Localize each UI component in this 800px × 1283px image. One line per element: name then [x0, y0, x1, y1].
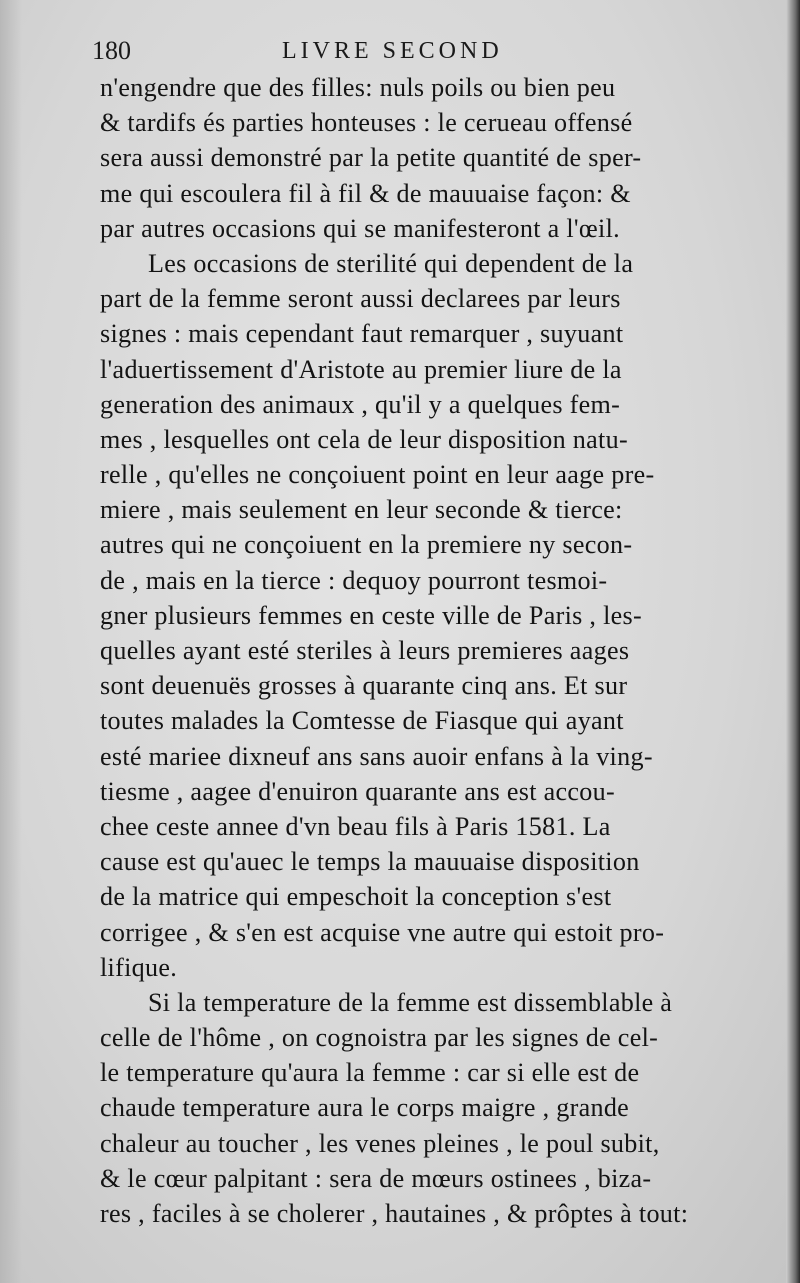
text-line: Si la temperature de la femme est dissemblable à [148, 987, 673, 1017]
running-title: LIVRE SECOND [282, 38, 503, 64]
text-line: le temperature qu'aura la femme : car si elle est de [100, 1058, 640, 1088]
text-line: res , faciles à se cholerer , hautaines , & prôptes à tout: [100, 1199, 689, 1228]
text-line: n'engendre que des filles: nuls poils ou bien peu [100, 73, 616, 102]
page-gutter-shadow [0, 0, 22, 1283]
text-line: chaleur au toucher , les venes pleines , le poul subit, [100, 1128, 660, 1158]
text-line: part de la femme seront aussi declarees par leurs [100, 284, 621, 314]
text-line: de , mais en la tierce : dequoy pourront tesmoi- [100, 565, 608, 595]
text-line: miere , mais seulement en leur seconde & tierce: [100, 495, 623, 525]
text-line: & le cœur palpitant : sera de mœurs ostinees , biza- [100, 1163, 652, 1193]
text-line: me qui escoulera fil à fil & de mauuaise façon: & [100, 178, 631, 208]
text-line: chaude temperature aura le corps maigre , grande [100, 1093, 630, 1123]
text-line: generation des animaux , qu'il y a quelques fem- [100, 389, 621, 419]
text-line: esté mariee dixneuf ans sans auoir enfans à la ving- [100, 741, 653, 771]
text-line: tiesme , aagee d'enuiron quarante ans est accou- [100, 776, 615, 806]
text-line: par autres occasions qui se manifesteront a l'œil. [100, 213, 620, 243]
text-line: gner plusieurs femmes en ceste ville de Paris , les- [100, 600, 642, 630]
text-line: de la matrice qui empeschoit la conception s'est [100, 882, 612, 912]
text-line: lifique. [100, 952, 178, 982]
text-line: sont deuenuës grosses à quarante cinq ans. Et sur [100, 671, 628, 701]
text-line: sera aussi demonstré par la petite quantité de sper- [100, 143, 642, 173]
text-line: chee ceste annee d'vn beau fils à Paris 1581. La [100, 811, 611, 841]
text-line: autres qui ne conçoiuent en la premiere ny secon- [100, 530, 633, 560]
text-line: toutes malades la Comtesse de Fiasque qui ayant [100, 706, 624, 736]
text-line: & tardifs és parties honteuses : le cerueau offensé [100, 108, 633, 138]
text-line: corrigee , & s'en est acquise vne autre qui estoit pro- [100, 917, 665, 947]
text-line: mes , lesquelles ont cela de leur disposition natu- [100, 424, 628, 454]
text-line: quelles ayant esté steriles à leurs premieres aages [100, 636, 630, 665]
text-line: relle , qu'elles ne conçoiuent point en leur aage pre- [100, 460, 655, 490]
text-line: celle de l'hôme , on cognoistra par les signes de cel- [100, 1023, 659, 1053]
text-line: cause est qu'auec le temps la mauuaise disposition [100, 847, 640, 877]
text-line: signes : mais cependant faut remarquer , suyuant [100, 319, 624, 349]
text-block [100, 70, 800, 1231]
page-number: 180 [92, 36, 131, 65]
text-line: Les occasions de sterilité qui dependent de la [148, 248, 634, 278]
text-line: l'aduertissement d'Aristote au premier liure de la [100, 354, 622, 384]
